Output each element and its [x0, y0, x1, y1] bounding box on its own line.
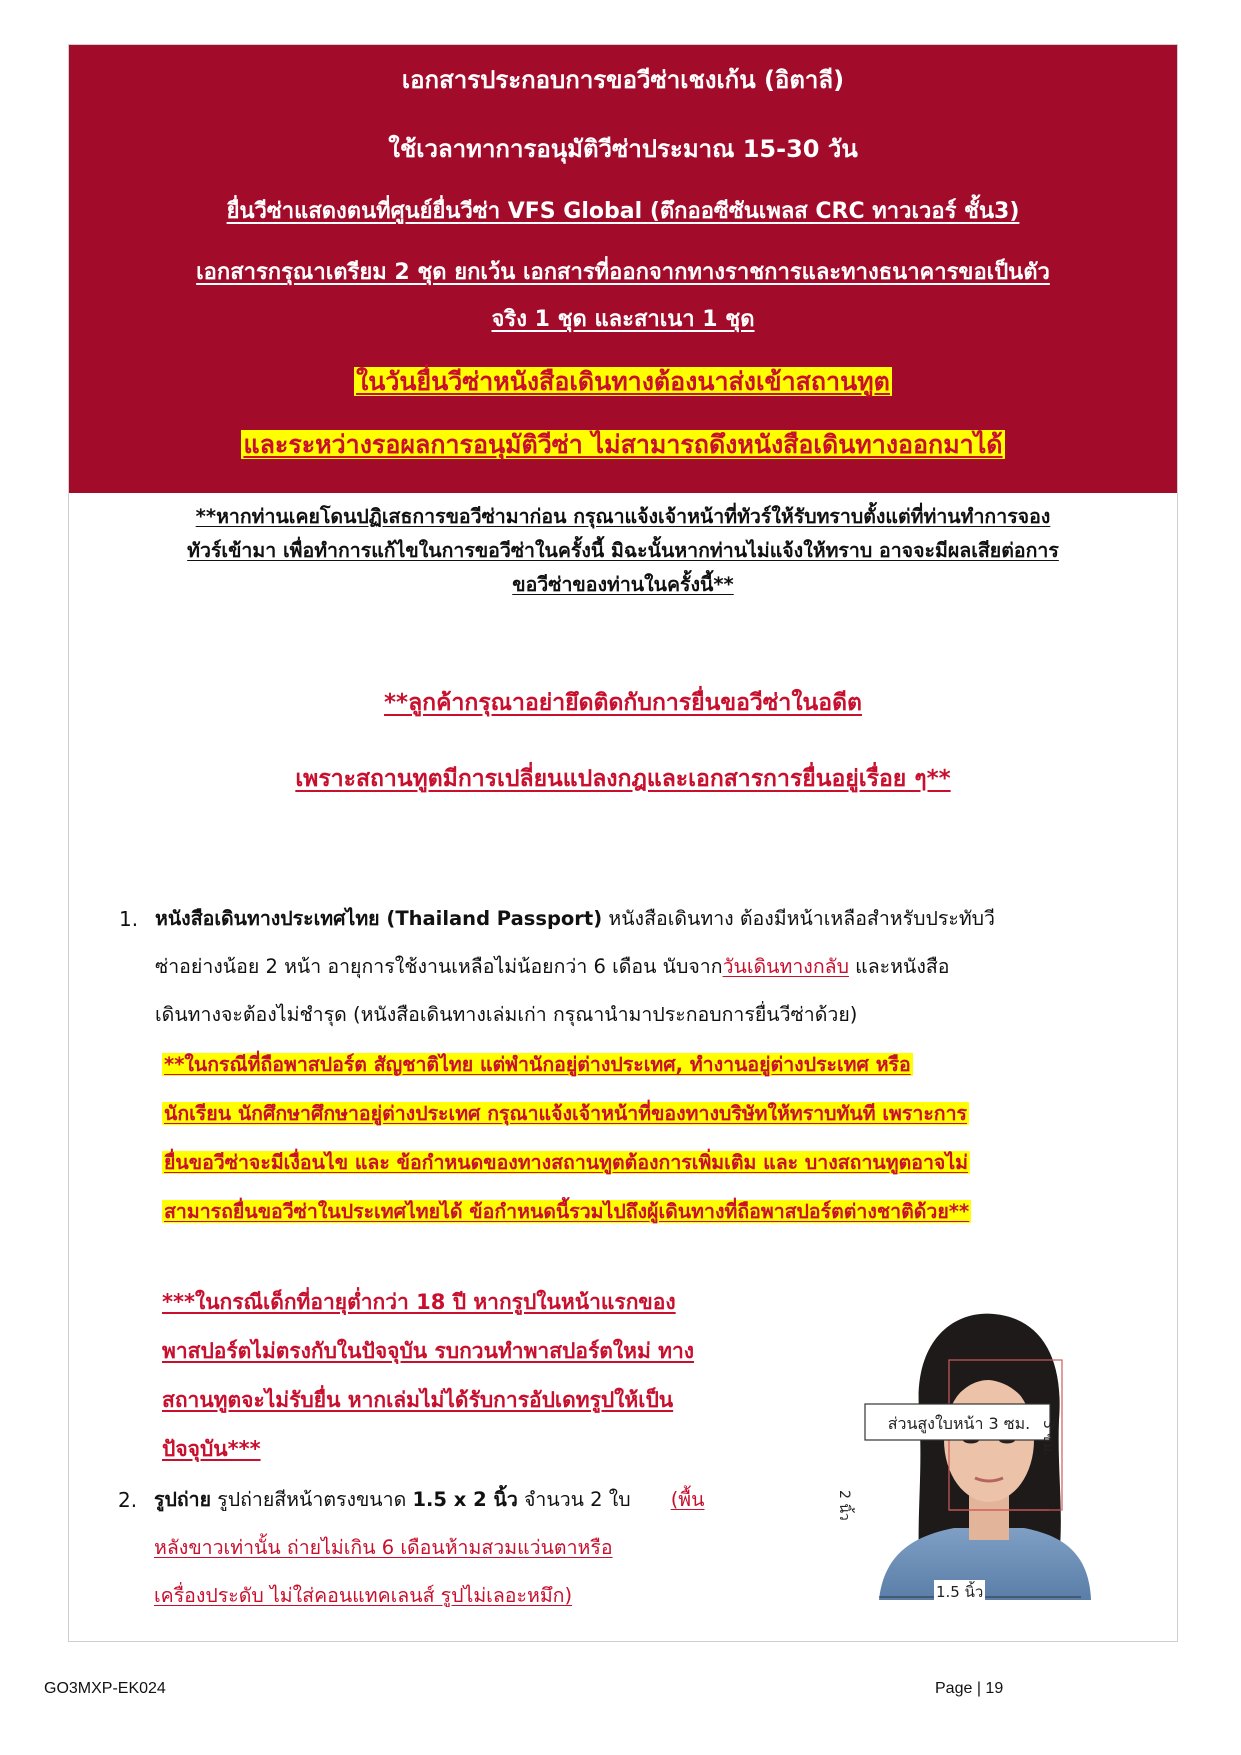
item2-number: 2.	[118, 1488, 138, 1512]
banner-docs-line2: จริง 1 ชุด และสาเนา 1 ชุด	[491, 307, 755, 332]
item1-passport	[155, 895, 1165, 1039]
foreign-note-line3: ยื่นขอวีซ่าจะมีเงื่อนไข และ ข้อกำหนดของทางสถานทูตต้องการเพิ่มเติม และ บางสถานทูตอาจไม่	[164, 1151, 969, 1174]
item1-text2b: และหนังสือ	[848, 955, 950, 978]
item1-text1: หนังสือเดินทาง ต้องมีหน้าเหลือสำหรับประทับวี	[602, 907, 995, 930]
child-note-line3: สถานทูตจะไม่รับยื่น หากเล่มไม่ได้รับการอัปเดทรูปให้เป็น	[162, 1388, 674, 1412]
warning-line1: **ลูกค้ากรุณาอย่ายึดติดกับการยื่นขอวีซ่าในอดีต	[384, 690, 862, 716]
banner-title: เอกสารประกอบการขอวีซ่าเชงเก้น (อิตาลี)	[401, 66, 845, 94]
notice-line1: **หากท่านเคยโดนปฏิเสธการขอวีซ่ามาก่อน กรุณาแจ้งเจ้าหน้าที่ทัวร์ให้รับทราบตั้งแต่ที่ท่านทำการจอง	[195, 505, 1051, 528]
banner-submit-place: ยื่นวีซ่าแสดงตนที่ศูนย์ยื่นวีซ่า VFS Global (ตึกออซีซันเพลส CRC ทาวเวอร์ ชั้น3)	[226, 199, 1020, 224]
item1-title: หนังสือเดินทางประเทศไทย (Thailand Passport)	[155, 907, 603, 930]
item2-red2: หลังขาวเท่านั้น ถ่ายไม่เกิน 6 เดือนห้ามสวมแว่นตาหรือ	[154, 1536, 613, 1559]
rejection-notice	[89, 500, 1157, 602]
header-banner	[69, 45, 1177, 493]
item2-photo-requirement	[154, 1476, 814, 1620]
banner-highlight-waiting: และระหว่างรอผลการอนุมัติวีซ่า ไม่สามารถดึงหนังสือเดินทางออกมาได้	[243, 430, 1003, 459]
child-note-line2: พาสปอร์ตไม่ตรงกับในปัจจุบัน รบกวนทำพาสปอร์ตใหม่ ทาง	[162, 1339, 695, 1363]
item1-text3: เดินทางจะต้องไม่ชำรุด (หนังสือเดินทางเล่มเก่า กรุณานำมาประกอบการยื่นวีซ่าด้วย)	[155, 1003, 858, 1026]
face-height-label: ส่วนสูงใบหน้า 3 ซม.	[887, 1414, 1031, 1433]
child-note-line4: ปัจจุบัน***	[162, 1437, 261, 1461]
notice-line3: ขอวีซ่าของท่านในครั้งนี้**	[512, 573, 734, 596]
item1-number: 1.	[119, 907, 139, 931]
banner-docs-line1: เอกสารกรุณาเตรียม 2 ชุด ยกเว้น เอกสารที่ออกจากทางราชการและทางธนาคารขอเป็นตัว	[196, 260, 1050, 285]
item2-red3: เครื่องประดับ ไม่ใส่คอนแทคเลนส์ รูปไม่เลอะหมึก)	[154, 1584, 573, 1607]
notice-line2: ทัวร์เข้ามา เพื่อทำการแก้ไขในการขอวีซ่าในครั้งนี้ มิฉะนั้นหากท่านไม่แจ้งให้ทราบ อาจจะมีผลเสียต่อการ	[187, 539, 1059, 562]
height-dimension-label: 3 ซม.	[1040, 1420, 1056, 1457]
foreign-note-line2: นักเรียน นักศึกษาศึกษาอยู่ต่างประเทศ กรุณาแจ้งเจ้าหน้าที่ของทางบริษัทให้ทราบทันที เพราะการ	[164, 1102, 968, 1125]
item2-text2: จำนวน 2 ใบ	[517, 1488, 631, 1511]
item2-red1: (พื้น	[670, 1488, 705, 1511]
side-dimension-label: 2 นิ้ว	[836, 1490, 852, 1521]
passport-photo-illustration	[859, 1300, 1099, 1600]
width-dimension-label: 1.5 นิ้ว	[934, 1580, 985, 1604]
item1-text2a: ซ่าอย่างน้อย 2 หน้า อายุการใช้งานเหลือไม่น้อยกว่า 6 เดือน นับจาก	[155, 955, 723, 978]
document-code: GO3MXP-EK024	[44, 1680, 166, 1697]
foreign-note-line4: สามารถยื่นขอวีซ่าในประเทศไทยได้ ข้อกำหนดนี้รวมไปถึงผู้เดินทางที่ถือพาสปอร์ตต่างชาติด้วย**	[164, 1200, 970, 1223]
item2-text1: รูปถ่ายสีหน้าตรงขนาด	[211, 1488, 413, 1511]
child-passport-note	[162, 1278, 822, 1474]
foreign-note-line1: **ในกรณีที่ถือพาสปอร์ต สัญชาติไทย แต่พำนักอยู่ต่างประเทศ, ทำงานอยู่ต่างประเทศ หรือ	[164, 1053, 911, 1076]
item2-size: 1.5 x 2 นิ้ว	[412, 1488, 518, 1511]
banner-processing-time: ใช้เวลาทาการอนุมัติวีซ่าประมาณ 15-30 วัน	[388, 135, 858, 163]
passport-photo-example	[836, 1300, 1099, 1601]
warning-line2: เพราะสถานทูตมีการเปลี่ยนแปลงกฎและเอกสารการยื่นอยู่เรื่อย ๆ**	[295, 766, 951, 792]
foreign-residence-note	[162, 1040, 1170, 1236]
child-note-line1: ***ในกรณีเด็กที่อายุต่ำกว่า 18 ปี หากรูปในหน้าแรกของ	[162, 1290, 676, 1314]
banner-highlight-passport: ในวันยื่นวีซ่าหนังสือเดินทางต้องนาส่งเข้าสถานทูต	[356, 367, 890, 396]
item1-return-date: วันเดินทางกลับ	[722, 955, 849, 978]
item2-title: รูปถ่าย	[154, 1488, 212, 1511]
page-number: Page | 19	[935, 1680, 1004, 1697]
